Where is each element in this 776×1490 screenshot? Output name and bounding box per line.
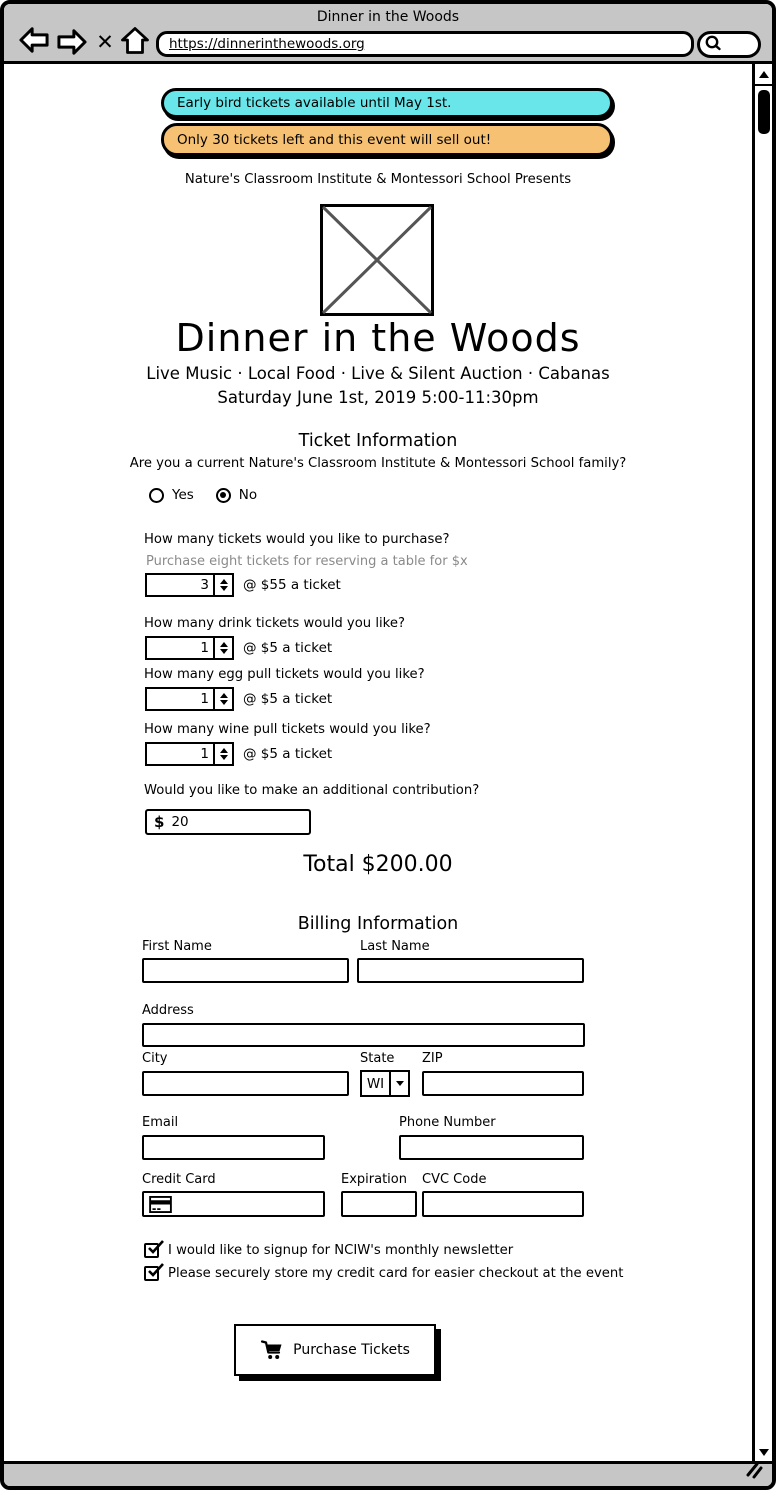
check-icon: [147, 1263, 165, 1279]
radio-no[interactable]: [216, 488, 231, 503]
egg-stepper-buttons[interactable]: [213, 689, 232, 709]
stepper-down-icon[interactable]: [220, 649, 228, 654]
drink-qty-row: [145, 636, 332, 660]
credit-card-icon: [149, 1196, 172, 1213]
address-input[interactable]: [142, 1023, 585, 1047]
table-reservation-hint: Purchase eight tickets for reserving a table for $x: [146, 554, 468, 569]
drink-question: How many drink tickets would you like?: [144, 616, 405, 631]
first-name-label: First Name: [142, 939, 212, 954]
egg-stepper[interactable]: [145, 687, 234, 711]
resize-handle-icon[interactable]: [746, 1462, 764, 1483]
newsletter-checkbox-row[interactable]: [144, 1243, 513, 1258]
dropdown-arrow-icon[interactable]: [389, 1072, 408, 1095]
egg-qty-row: [145, 687, 332, 711]
email-input[interactable]: [142, 1135, 325, 1160]
wine-price-label: @ $5 a ticket: [243, 746, 333, 762]
tickets-qty-row: [145, 573, 341, 597]
wine-qty-row: [145, 742, 332, 766]
first-name-input[interactable]: [142, 958, 349, 983]
city-input[interactable]: [142, 1071, 349, 1096]
url-input[interactable]: [156, 31, 694, 57]
drink-price-label: @ $5 a ticket: [243, 640, 333, 656]
credit-card-input[interactable]: [177, 1195, 311, 1213]
credit-card-input-box[interactable]: [142, 1191, 325, 1217]
ticket-info-heading: Ticket Information: [298, 431, 458, 451]
stepper-down-icon[interactable]: [220, 586, 228, 591]
wine-qty-input[interactable]: [147, 744, 213, 764]
tickets-question: How many tickets would you like to purchase?: [144, 532, 450, 547]
address-label: Address: [142, 1003, 194, 1018]
newsletter-checkbox-label: I would like to signup for NCIW's monthly newsletter: [168, 1243, 514, 1258]
check-icon: [147, 1240, 165, 1256]
cvc-label: CVC Code: [422, 1172, 487, 1187]
scrollbar-thumb[interactable]: [758, 90, 770, 134]
home-icon: [120, 26, 150, 59]
scroll-down-button[interactable]: [755, 1444, 772, 1460]
last-name-input[interactable]: [357, 958, 584, 983]
radio-yes[interactable]: [149, 488, 164, 503]
expiration-input[interactable]: [341, 1191, 417, 1217]
egg-price-label: @ $5 a ticket: [243, 691, 333, 707]
drink-stepper[interactable]: [145, 636, 234, 660]
event-tagline: Live Music · Local Food · Live & Silent Auction · Cabanas: [146, 364, 610, 383]
search-box[interactable]: [697, 31, 761, 58]
wine-question: How many wine pull tickets would you like?: [144, 722, 431, 737]
scroll-up-icon: [759, 71, 769, 78]
presenter-line: Nature's Classroom Institute & Montessori School Presents: [184, 172, 572, 187]
scroll-down-icon: [759, 1449, 769, 1456]
zip-label: ZIP: [422, 1051, 443, 1066]
tickets-price-label: @ $55 a ticket: [243, 577, 341, 593]
stepper-down-icon[interactable]: [220, 755, 228, 760]
city-label: City: [142, 1051, 168, 1066]
early-bird-banner-text: Early bird tickets available until May 1st.: [177, 95, 452, 111]
page-title: Dinner in the Woods: [175, 316, 581, 360]
contribution-question: Would you like to make an additional contribution?: [144, 783, 480, 798]
order-total: Total $200.00: [303, 852, 453, 877]
scarcity-banner-text: Only 30 tickets left and this event will sell out!: [177, 131, 492, 148]
drink-stepper-buttons[interactable]: [213, 638, 232, 658]
forward-button[interactable]: [55, 27, 89, 57]
state-select[interactable]: [360, 1070, 410, 1097]
stepper-up-icon[interactable]: [220, 693, 228, 698]
expiration-label: Expiration: [341, 1172, 407, 1187]
egg-qty-input[interactable]: [147, 689, 213, 709]
early-bird-banner: [161, 88, 613, 118]
cart-icon: [260, 1340, 284, 1361]
vertical-scrollbar[interactable]: [752, 64, 772, 1462]
browser-statusbar: [4, 1461, 772, 1486]
tickets-stepper[interactable]: [145, 573, 234, 597]
state-label: State: [360, 1051, 395, 1066]
stepper-up-icon[interactable]: [220, 748, 228, 753]
wine-stepper[interactable]: [145, 742, 234, 766]
stop-button[interactable]: [92, 27, 118, 57]
phone-input[interactable]: [399, 1135, 584, 1160]
tickets-stepper-buttons[interactable]: [213, 575, 232, 595]
egg-question: How many egg pull tickets would you like?: [144, 667, 425, 682]
scarcity-banner: [161, 123, 613, 156]
back-button[interactable]: [17, 27, 51, 57]
tickets-qty-input[interactable]: [147, 575, 213, 595]
last-name-label: Last Name: [360, 939, 430, 954]
billing-heading: Billing Information: [297, 914, 459, 934]
store-card-checkbox-row[interactable]: [144, 1266, 623, 1281]
scroll-up-button[interactable]: [755, 64, 772, 86]
back-arrow-icon: [18, 26, 50, 58]
purchase-tickets-label: Purchase Tickets: [293, 1342, 410, 1358]
cvc-input[interactable]: [422, 1191, 584, 1217]
zip-input[interactable]: [422, 1071, 584, 1096]
store-card-checkbox-label: Please securely store my credit card for easier checkout at the event: [168, 1266, 624, 1281]
search-icon: [704, 34, 722, 56]
contribution-input[interactable]: [169, 813, 283, 831]
purchase-tickets-button[interactable]: [234, 1324, 436, 1376]
store-card-checkbox[interactable]: [144, 1266, 159, 1281]
window-title: Dinner in the Woods: [316, 9, 460, 25]
drink-qty-input[interactable]: [147, 638, 213, 658]
event-image-placeholder: [320, 204, 434, 320]
radio-yes-label: Yes: [172, 487, 194, 503]
email-label: Email: [142, 1115, 179, 1130]
dollar-icon: $: [154, 813, 165, 831]
event-datetime: Saturday June 1st, 2019 5:00-11:30pm: [217, 388, 539, 407]
family-radio-group: [149, 487, 257, 503]
contribution-input-box[interactable]: [145, 809, 311, 835]
wine-stepper-buttons[interactable]: [213, 744, 232, 764]
stepper-down-icon[interactable]: [220, 700, 228, 705]
forward-arrow-icon: [56, 28, 88, 56]
state-selected-value: WI: [366, 1075, 385, 1092]
stepper-up-icon[interactable]: [220, 642, 228, 647]
browser-titlebar: [4, 4, 772, 64]
stepper-up-icon[interactable]: [220, 579, 228, 584]
credit-card-label: Credit Card: [142, 1172, 216, 1187]
stop-x-icon: ✕: [96, 29, 114, 54]
home-button[interactable]: [118, 27, 152, 57]
family-question: Are you a current Nature's Classroom Institute & Montessori School family?: [129, 456, 627, 471]
newsletter-checkbox[interactable]: [144, 1243, 159, 1258]
phone-label: Phone Number: [399, 1115, 496, 1130]
radio-no-label: No: [238, 487, 258, 503]
